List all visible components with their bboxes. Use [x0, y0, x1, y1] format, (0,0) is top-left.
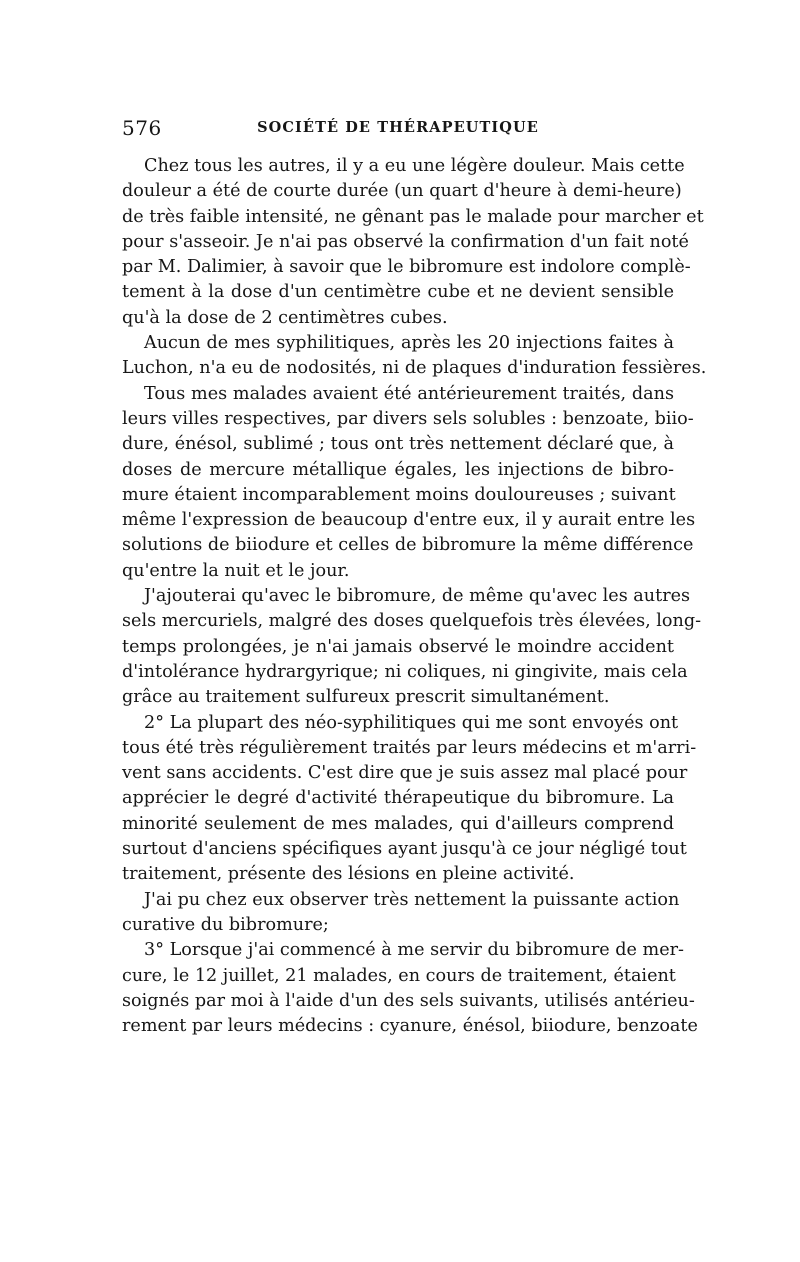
text-line: soignés par moi à l'aide d'un des sels suivants, utilisés antérieu-: [122, 990, 695, 1011]
text-line: qu'à la dose de 2 centimètres cubes.: [122, 307, 448, 328]
text-line: leurs villes respectives, par divers sels solubles : benzoate, biio-: [122, 408, 694, 429]
text-line: tous été très régulièrement traités par leurs médecins et m'arri-: [122, 737, 697, 758]
text-line: minorité seulement de mes malades, qui d'ailleurs comprend: [122, 813, 674, 834]
running-head-title: SOCIÉTÉ DE THÉRAPEUTIQUE: [257, 119, 539, 136]
text-line: grâce au traitement sulfureux prescrit simultanément.: [122, 687, 610, 708]
text-line: solutions de biiodure et celles de bibromure la même différence: [122, 535, 694, 556]
text-line: curative du bibromure;: [122, 914, 329, 935]
text-line: rement par leurs médecins : cyanure, énésol, biiodure, benzoate: [122, 1016, 698, 1037]
text-line: dure, énésol, sublimé ; tous ont très nettement déclaré que, à: [122, 434, 674, 455]
text-line: temps prolongées, je n'ai jamais observé le moindre accident: [122, 636, 674, 657]
text-line: d'intolérance hydrargyrique; ni coliques, ni gingivite, mais cela: [122, 661, 688, 682]
text-line: 3° Lorsque j'ai commencé à me servir du bibromure de mer-: [144, 940, 684, 961]
text-line: traitement, présente des lésions en pleine activité.: [122, 864, 575, 885]
text-line: de très faible intensité, ne gênant pas le malade pour marcher et: [122, 206, 704, 227]
body-text: [122, 154, 707, 1039]
text-line: cure, le 12 juillet, 21 malades, en cours de traitement, étaient: [122, 965, 676, 986]
text-line: tement à la dose d'un centimètre cube et ne devient sensible: [122, 282, 674, 303]
text-line: sels mercuriels, malgré des doses quelquefois très élevées, long-: [122, 611, 702, 632]
running-head: [122, 116, 674, 140]
text-line: douleur a été de courte durée (un quart d'heure à demi-heure): [122, 181, 682, 202]
text-line: 2° La plupart des néo-syphilitiques qui me sont envoyés ont: [144, 712, 679, 733]
text-line: par M. Dalimier, à savoir que le bibromure est indolore complè-: [122, 257, 691, 278]
text-line: Tous mes malades avaient été antérieurement traités, dans: [144, 383, 674, 404]
text-line: doses de mercure métallique égales, les injections de bibro-: [122, 459, 674, 480]
text-line: J'ajouterai qu'avec le bibromure, de même qu'avec les autres: [144, 586, 691, 607]
text-line: J'ai pu chez eux observer très nettement la puissante action: [144, 889, 680, 910]
text-line: mure étaient incomparablement moins douloureuses ; suivant: [122, 484, 676, 505]
text-line: même l'expression de beaucoup d'entre eux, il y aurait entre les: [122, 510, 696, 531]
text-line: Luchon, n'a eu de nodosités, ni de plaques d'induration fessières.: [122, 358, 707, 379]
page-number: 576: [122, 116, 162, 140]
text-line: Chez tous les autres, il y a eu une légère douleur. Mais cette: [144, 156, 685, 176]
text-line: Aucun de mes syphilitiques, après les 20 injections faites à: [144, 333, 674, 354]
text-line: apprécier le degré d'activité thérapeutique du bibromure. La: [122, 788, 674, 809]
text-line: surtout d'anciens spécifiques ayant jusqu'à ce jour négligé tout: [122, 839, 687, 860]
text-line: vent sans accidents. C'est dire que je suis assez mal placé pour: [122, 763, 688, 784]
text-line: qu'entre la nuit et le jour.: [122, 560, 350, 581]
text-line: pour s'asseoir. Je n'ai pas observé la confirmation d'un fait noté: [122, 231, 689, 252]
